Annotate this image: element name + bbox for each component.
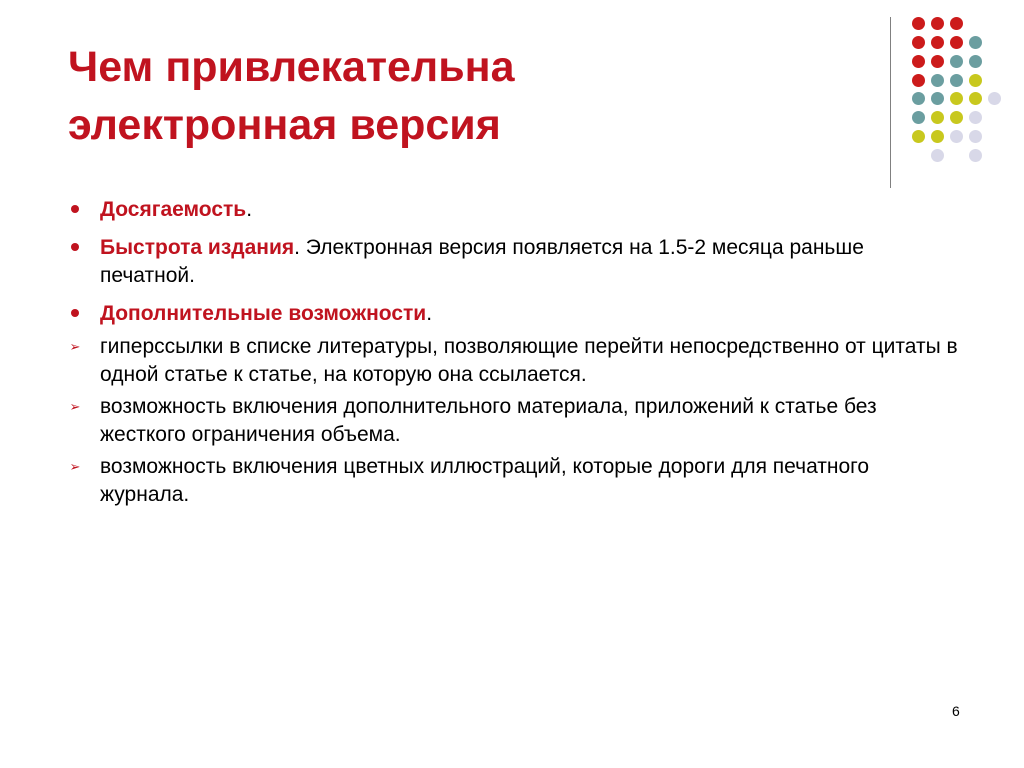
bullet-item bbox=[60, 196, 960, 224]
dot bbox=[931, 92, 944, 105]
bullet-text: . Электронная версия появляется на 1.5-2 месяца раньше печатной. bbox=[100, 236, 864, 287]
arrow-bullet-icon: ➢ bbox=[69, 339, 81, 354]
sub-bullet-text: возможность включения дополнительного материала, приложений к статье без жесткого ограничения объема. bbox=[100, 395, 877, 446]
dot bbox=[931, 149, 944, 162]
page-number: 6 bbox=[952, 703, 960, 719]
dot bbox=[950, 17, 963, 30]
sub-bullet-item bbox=[60, 393, 960, 449]
dot bbox=[931, 130, 944, 143]
dot bbox=[912, 36, 925, 49]
bullet-text: . bbox=[246, 198, 253, 221]
dot bbox=[969, 36, 982, 49]
bullet-highlight: Досягаемость bbox=[100, 198, 247, 221]
dot bbox=[950, 55, 963, 68]
dot bbox=[931, 36, 944, 49]
dot bbox=[931, 55, 944, 68]
bullet-dot-icon bbox=[60, 300, 90, 328]
dot bbox=[931, 17, 944, 30]
dot bbox=[931, 111, 944, 124]
dot bbox=[912, 111, 925, 124]
arrow-bullet-icon: ➢ bbox=[69, 399, 81, 414]
sub-bullet-item bbox=[60, 333, 960, 389]
slide-title bbox=[68, 38, 828, 154]
dot bbox=[969, 55, 982, 68]
bullet-highlight: Дополнительные возможности bbox=[100, 302, 427, 325]
title-line-2: электронная версия bbox=[68, 101, 501, 149]
sub-bullet-text: гиперссылки в списке литературы, позволяющие перейти непосредственно от цитаты в одной статье к статье, на которую она ссылается. bbox=[100, 335, 958, 386]
dot bbox=[969, 130, 982, 143]
title-line-1: Чем привлекательна bbox=[68, 43, 515, 91]
dot bbox=[912, 130, 925, 143]
dot bbox=[912, 55, 925, 68]
dot bbox=[950, 92, 963, 105]
dot bbox=[912, 92, 925, 105]
dot bbox=[931, 74, 944, 87]
dot bbox=[950, 74, 963, 87]
dot bbox=[912, 17, 925, 30]
decorative-divider bbox=[890, 17, 891, 188]
dot bbox=[950, 130, 963, 143]
dot bbox=[988, 92, 1001, 105]
dot bbox=[950, 111, 963, 124]
arrow-bullet-icon: ➢ bbox=[69, 459, 81, 474]
sub-bullet-text: возможность включения цветных иллюстраций, которые дороги для печатного журнала. bbox=[100, 455, 870, 506]
slide-body bbox=[60, 196, 960, 509]
dot bbox=[969, 149, 982, 162]
bullet-dot-icon bbox=[60, 234, 90, 262]
dot bbox=[912, 74, 925, 87]
bullet-item bbox=[60, 234, 960, 290]
dot bbox=[969, 111, 982, 124]
bullet-text: . bbox=[426, 302, 433, 325]
bullet-highlight: Быстрота издания bbox=[100, 236, 295, 259]
dot bbox=[950, 36, 963, 49]
dot bbox=[969, 92, 982, 105]
bullet-dot-icon bbox=[60, 196, 90, 224]
sub-bullet-item bbox=[60, 453, 960, 509]
dot bbox=[969, 74, 982, 87]
bullet-item bbox=[60, 300, 960, 328]
